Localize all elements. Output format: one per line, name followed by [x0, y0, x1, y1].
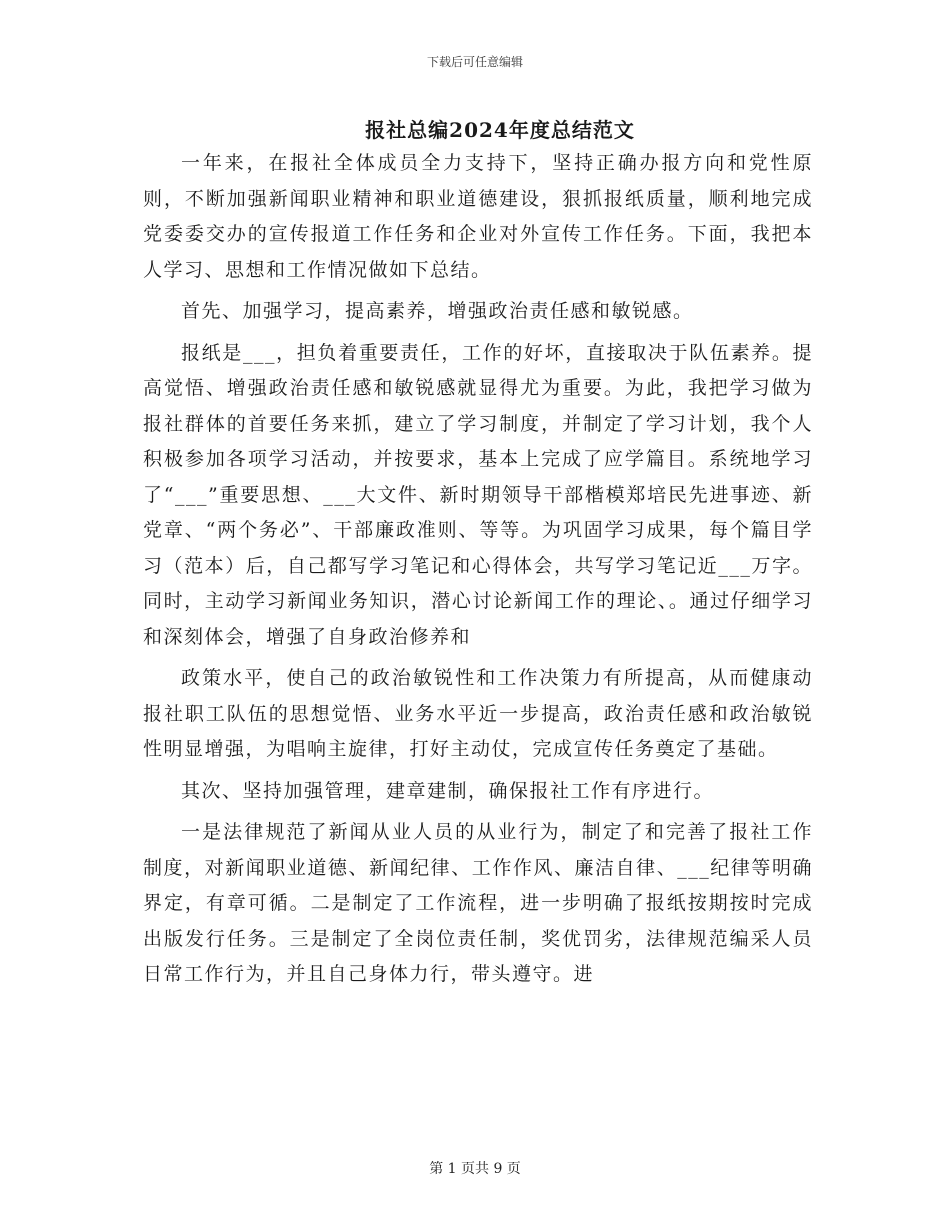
paragraph: 一年来，在报社全体成员全力支持下，坚持正确办报方向和党性原则，不断加强新闻职业精神和职业道德建设，狠抓报纸质量，顺利地完成党委委交办的宣传报道工作任务和企业对外宣传工作任务。下面，我把本人学习、思想和工作情况做如下总结。 [143, 152, 813, 281]
document-body [143, 146, 813, 993]
header-note: 下载后可任意编辑 [426, 55, 523, 69]
paragraph: 其次、坚持加强管理，建章建制，确保报社工作有序进行。 [181, 779, 715, 802]
paragraph: 首先、加强学习，提高素养，增强政治责任感和敏锐感。 [181, 300, 694, 322]
paragraph: 政策水平，使自己的政治敏锐性和工作决策力有所提高，从而健康动报社职工队伍的思想觉悟、业务水平近一步提高，政治责任感和政治敏锐性明显增强，为唱响主旋律，打好主动仗，完成宣传任务奠定了基础。 [143, 667, 813, 760]
paragraph: 报纸是___，担负着重要责任，工作的好坏，直接取决于队伍素养。提高觉悟、增强政治责任感和敏锐感就显得尤为重要。为此，我把学习做为报社群体的首要任务来抓，建立了学习制度，并制定了学习计划，我个人积极参加各项学习活动，并按要求，基本上完成了应学篇目。系统地学习了“___”重要思想、___大文件、新时期领导干部楷模郑培民先进事迹、新党章、“两个务必”、干部廉政准则、等等。为巩固学习成果，每个篇目学习（范本）后，自己都写学习笔记和心得体会，共写学习笔记近___万字。同时，主动学习新闻业务知识，潜心讨论新闻工作的理论、。通过仔细学习和深刻体会，增强了自身政治修养和 [143, 341, 813, 648]
document-title: 报社总编2024年度总结范文 [365, 118, 635, 142]
paragraph: 一是法律规范了新闻从业人员的从业行为，制定了和完善了报社工作制度，对新闻职业道德、新闻纪律、工作作风、廉洁自律、___纪律等明确界定，有章可循。二是制定了工作流程，进一步明确了报纸按期按时完成出版发行任务。三是制定了全岗位责任制，奖优罚劣，法律规范编采人员日常工作行为，并且自己身体力行，带头遵守。进 [143, 821, 813, 985]
page-number: 第 1 页共 9 页 [429, 1161, 521, 1177]
